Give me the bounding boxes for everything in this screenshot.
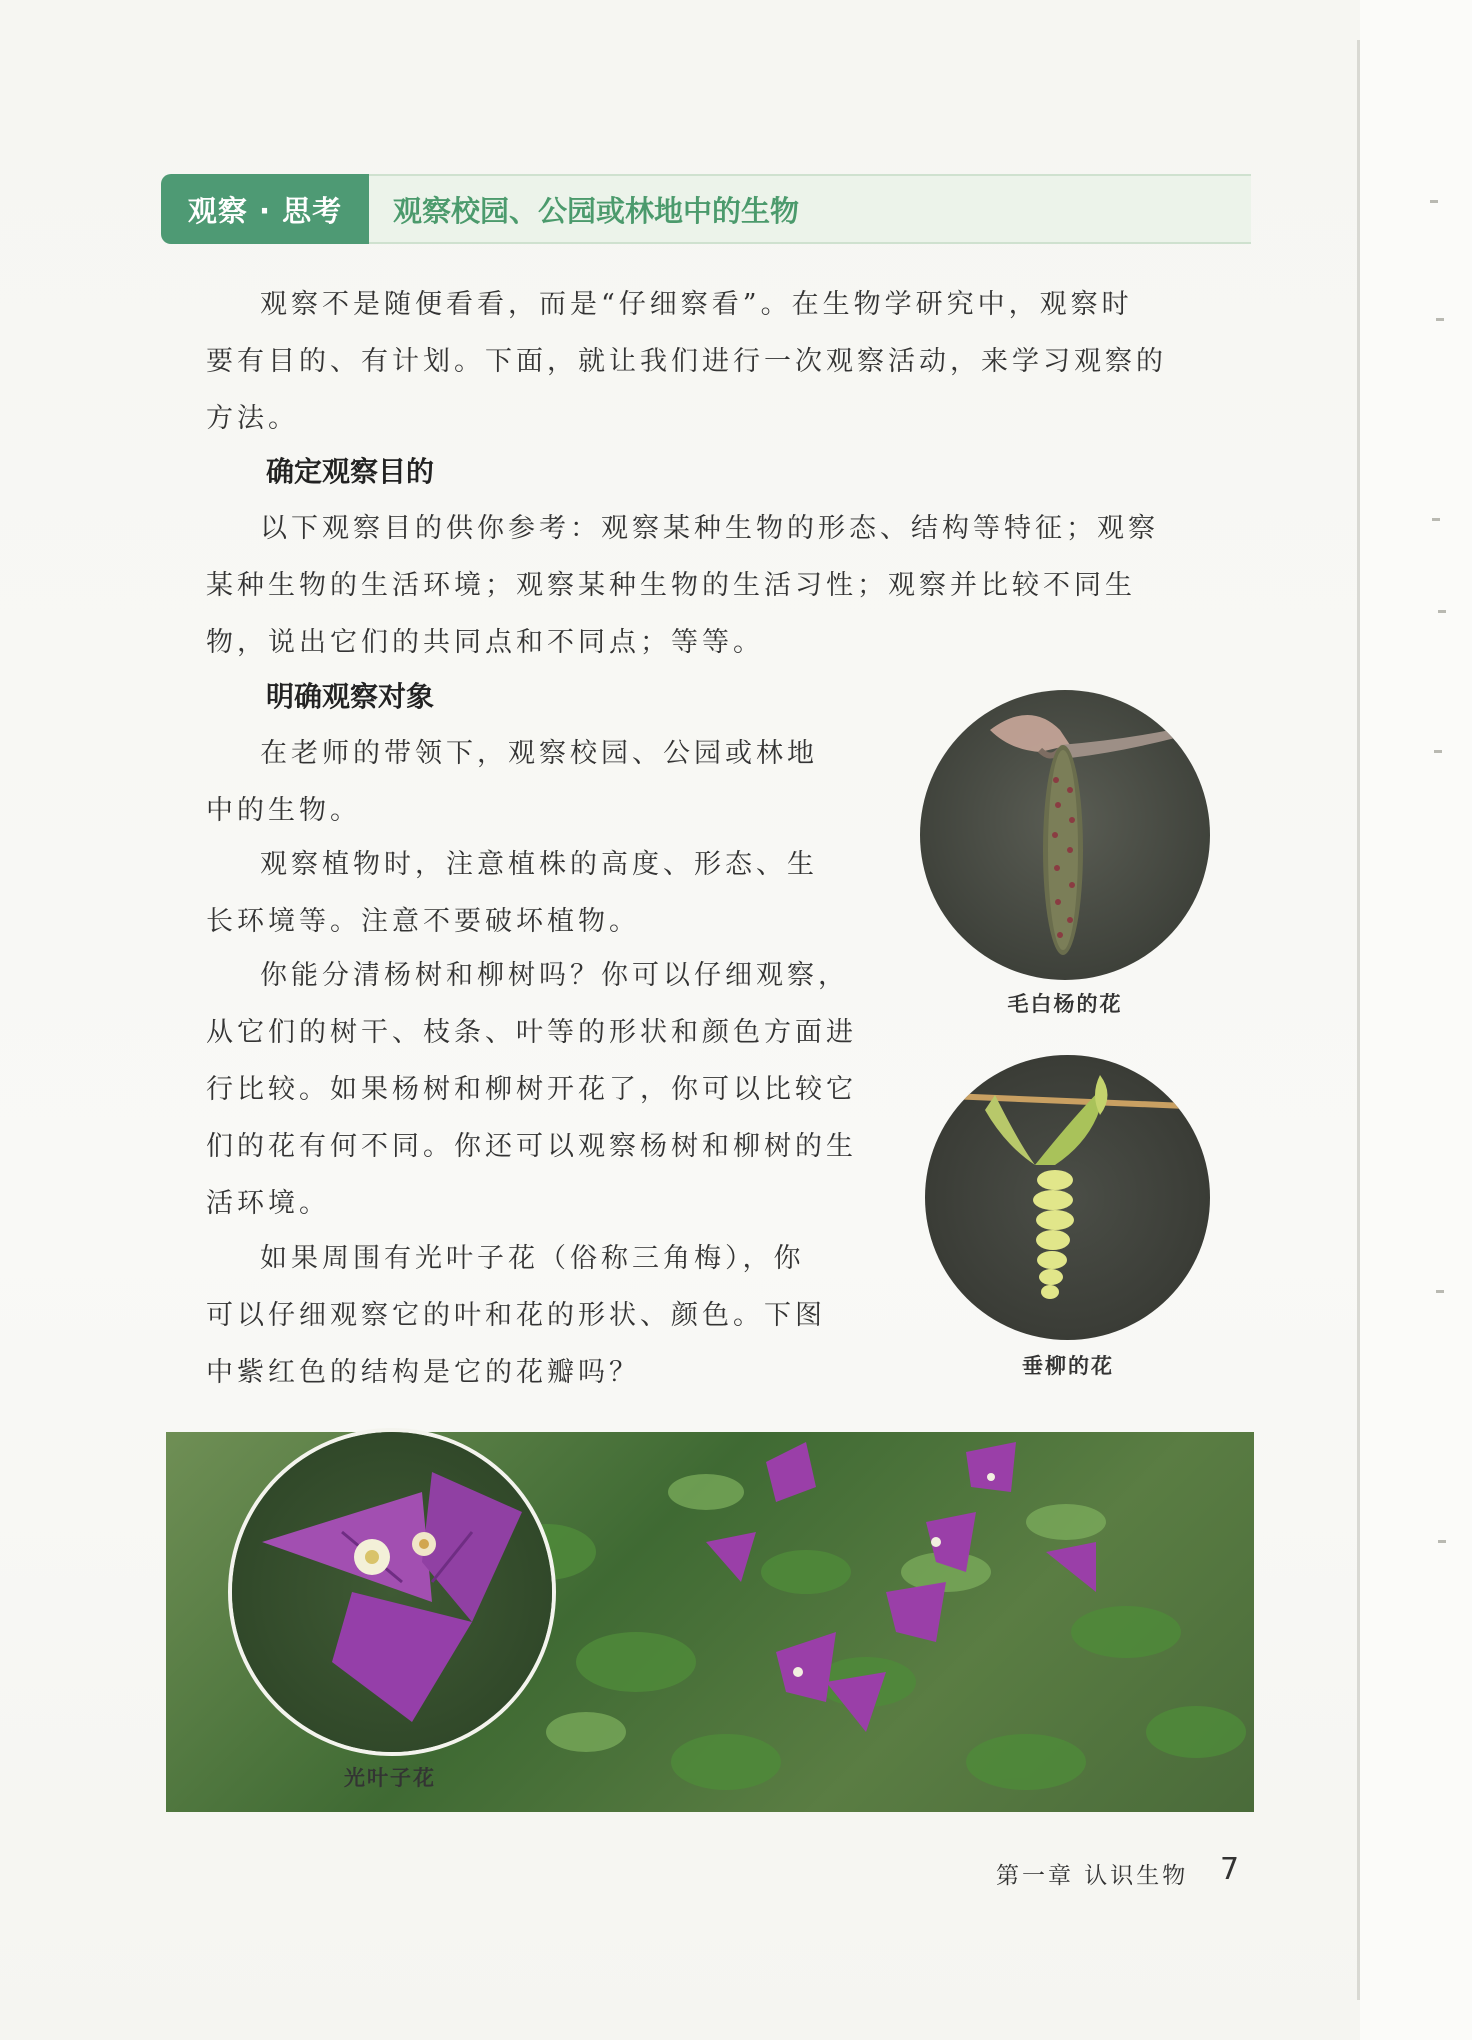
object-paragraph-2 (206, 836, 886, 950)
page-fold-margin (1360, 0, 1472, 2040)
fold-mark (1430, 200, 1438, 203)
bougainvillea-caption: 光叶子花 (344, 1765, 436, 1790)
poplar-caption: 毛白杨的花 (1007, 991, 1123, 1016)
object-line: 从它们的树干、枝条、叶等的形状和颜色方面进 (206, 1017, 857, 1048)
purpose-paragraph (206, 500, 1216, 671)
object-line: 行比较。如果杨树和柳树开花了，你可以比较它 (206, 1074, 857, 1105)
willow-flower-photo (925, 1055, 1210, 1340)
intro-paragraph (206, 276, 1216, 447)
fold-mark (1438, 610, 1446, 613)
fold-mark (1436, 1290, 1444, 1293)
intro-line: 方法。 (206, 403, 299, 434)
bougainvillea-closeup-photo (232, 1432, 552, 1752)
purpose-line: 以下观察目的供你参考：观察某种生物的形态、结构等特征；观察 (260, 513, 1159, 544)
purpose-line: 物，说出它们的共同点和不同点；等等。 (206, 627, 764, 658)
banner-title: 观察校园、公园或林地中的生物 (369, 174, 1251, 244)
purpose-line: 某种生物的生活环境；观察某种生物的生活习性；观察并比较不同生 (206, 570, 1136, 601)
fold-mark (1438, 1540, 1446, 1543)
object-line: 可以仔细观察它的叶和花的形状、颜色。下图 (206, 1300, 826, 1331)
object-line: 活环境。 (206, 1188, 330, 1219)
object-line: 们的花有何不同。你还可以观察杨树和柳树的生 (206, 1131, 857, 1162)
object-line: 你能分清杨树和柳树吗？你可以仔细观察， (260, 960, 849, 991)
poplar-catkin-illustration (920, 690, 1210, 980)
banner-tag: 观察 · 思考 (161, 174, 369, 244)
object-line: 中的生物。 (206, 795, 361, 826)
fold-mark (1434, 750, 1442, 753)
fold-mark (1432, 518, 1440, 521)
section-heading-object: 明确观察对象 (266, 680, 435, 713)
page-number: 7 (1220, 1852, 1240, 1887)
object-paragraph-1 (206, 725, 886, 839)
object-line: 长环境等。注意不要破坏植物。 (206, 906, 640, 937)
object-paragraph-4 (206, 1230, 886, 1401)
section-heading-purpose: 确定观察目的 (266, 455, 435, 488)
object-line: 观察植物时，注意植株的高度、形态、生 (260, 849, 818, 880)
section-banner (161, 174, 1251, 244)
chapter-footer: 第一章 认识生物 (996, 1863, 1189, 1889)
object-line: 中紫红色的结构是它的花瓣吗？ (206, 1357, 640, 1388)
intro-line: 要有目的、有计划。下面，就让我们进行一次观察活动，来学习观察的 (206, 346, 1167, 377)
object-line: 在老师的带领下，观察校园、公园或林地 (260, 738, 818, 769)
bougainvillea-bract-illustration (232, 1432, 552, 1752)
intro-line: 观察不是随便看看，而是“仔细察看”。在生物学研究中，观察时 (260, 289, 1133, 320)
object-line: 如果周围有光叶子花（俗称三角梅），你 (260, 1243, 805, 1274)
poplar-flower-photo (920, 690, 1210, 980)
willow-caption: 垂柳的花 (1022, 1353, 1114, 1378)
willow-catkin-illustration (925, 1055, 1210, 1340)
page-fold-line (1357, 40, 1360, 2000)
object-paragraph-3 (206, 947, 886, 1232)
fold-mark (1436, 318, 1444, 321)
